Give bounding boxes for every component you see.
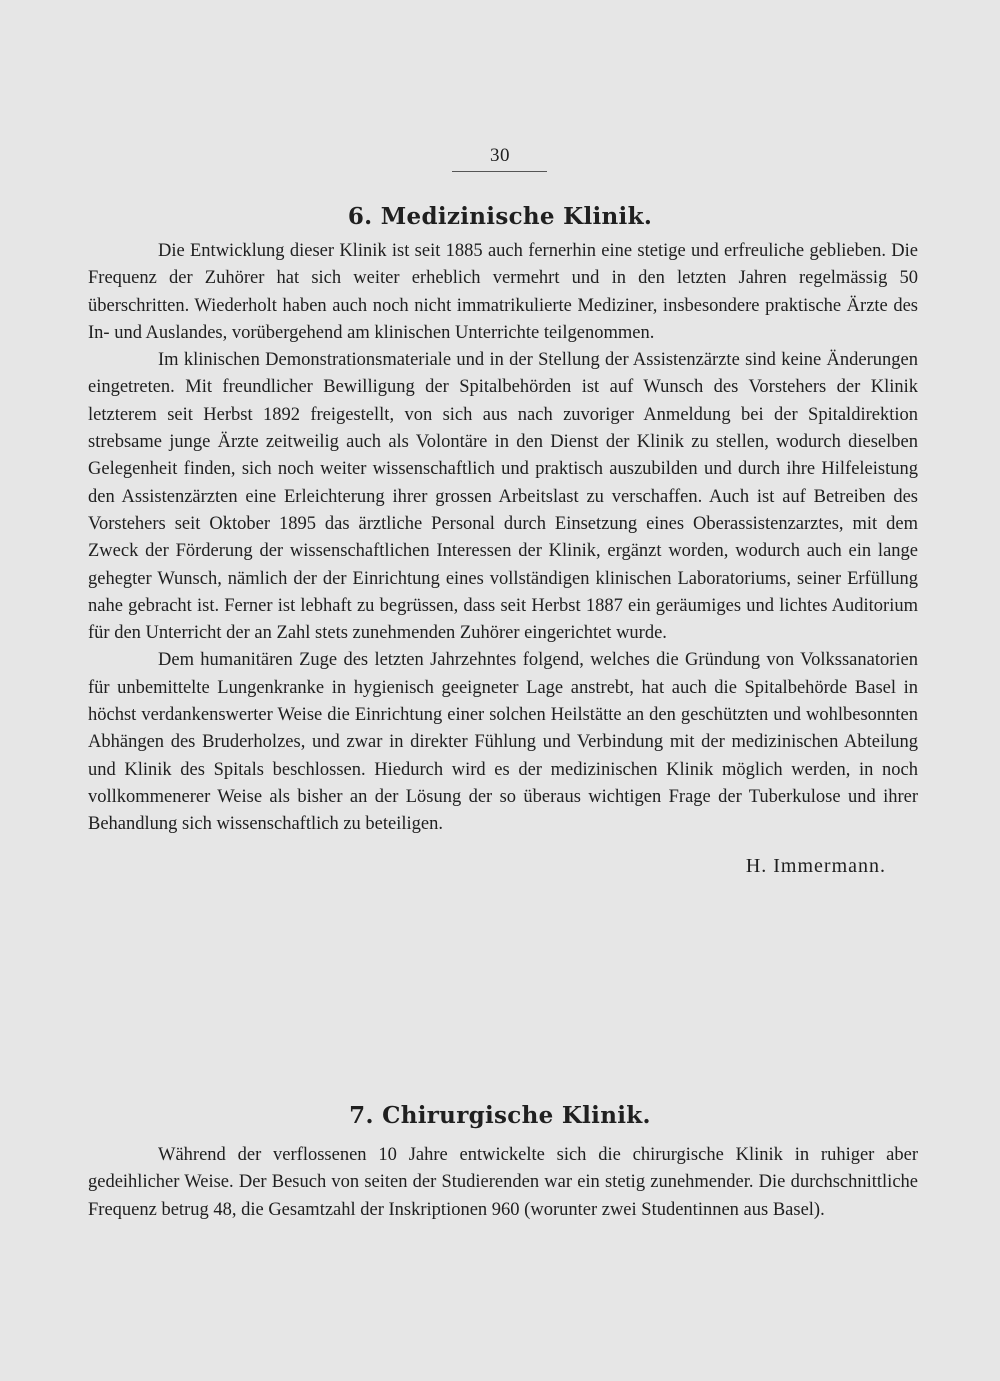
paragraph: Im klinischen Demonstrationsmateriale und in der Stellung der Assistenzärzte sind keine Änderungen eingetreten. Mit freundlicher Bewilligung der Spitalbehörden ist auf Wunsch des Vorstehers der Klinik letzterem seit Herbst 1892 freigestellt, von sich aus nach zuvoriger Anmeldung bei der Spitaldirektion strebsame junge Ärzte zeitweilig auch als Volontäre in den Dienst der Klinik zu stellen, wodurch dieselben Gelegenheit finden, sich noch weiter wissenschaftlich und praktisch auszubilden und durch ihre Hilfeleistung den Assistenzärzten eine Erleichterung ihrer grossen Arbeitslast zu verschaffen. Auch ist auf Betreiben des Vorstehers seit Oktober 1895 das ärztliche Personal durch Einsetzung eines Oberassistenzarztes, mit dem Zweck der Förderung der wissenschaftlichen Interessen der Klinik, ergänzt worden, wodurch auch ein lange gehegter Wunsch, nämlich der der Einrichtung eines vollständigen klinischen Laboratoriums, seiner Erfüllung nahe gebracht ist. Ferner ist lebhaft zu begrüssen, dass seit Herbst 1887 ein geräumiges und lichtes Auditorium für den Unterricht der an Zahl stets zunehmenden Zuhörer eingerichtet wurde. — [88, 350, 918, 644]
author-signature: H. Immermann. — [745, 854, 886, 877]
section-body-medizinische-klinik — [88, 238, 918, 880]
section-body-chirurgische-klinik — [88, 1142, 918, 1224]
paragraph: Dem humanitären Zuge des letzten Jahrzehntes folgend, welches die Gründung von Volkssanatorien für unbemittelte Lungenkranke in hygienisch geeigneter Lage anstrebt, hat auch die Spitalbehörde Basel in höchst verdankenswerter Weise die Einrichtung einer solchen Heilstätte an den geschützten und wohlbesonnten Abhängen des Bruderholzes, und zwar in direkter Fühlung und Verbindung mit der medizinischen Abteilung und Klinik des Spitals beschlossen. Hiedurch wird es der medizinischen Klinik möglich werden, in noch vollkommenerer Weise als bisher an der Lösung der so überaus wichtigen Frage der Tuberkulose und ihrer Behandlung sich wissenschaftlich zu beteiligen. — [88, 650, 918, 835]
page-number: 30 — [490, 145, 510, 166]
section-title-chirurgische-klinik: 7. Chirurgische Klinik. — [349, 1102, 651, 1129]
paragraph: Die Entwicklung dieser Klinik ist seit 1885 auch fernerhin eine stetige und erfreuliche geblieben. Die Frequenz der Zuhörer hat sich weiter erheblich vermehrt und in den letzten Jahren regelmässig 50 überschritten. Wiederholt haben auch noch nicht immatrikulierte Mediziner, insbesondere praktische Ärzte des In- und Auslandes, vorübergehend am klinischen Unterrichte teilgenommen. — [88, 241, 918, 343]
section-title-medizinische-klinik: 6. Medizinische Klinik. — [347, 203, 653, 230]
paragraph: Während der verflossenen 10 Jahre entwickelte sich die chirurgische Klinik in ruhiger aber gedeihlicher Weise. Der Besuch von seiten der Studierenden war ein stetig zunehmender. Die durchschnittliche Frequenz betrug 48, die Gesamtzahl der Inskriptionen 960 (worunter zwei Studentinnen aus Basel). — [88, 1145, 918, 1220]
page-number-rule — [452, 171, 547, 172]
